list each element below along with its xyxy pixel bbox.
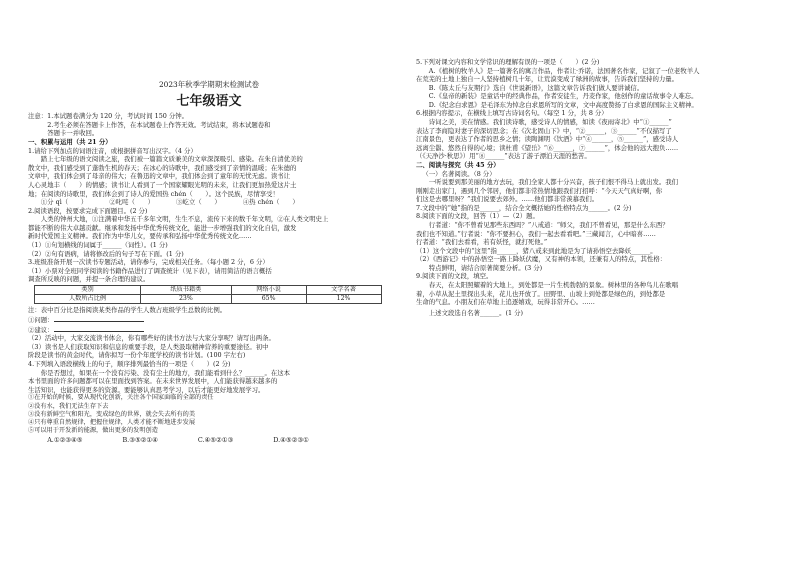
passage-line: 生活知识，也能获得更多的资源。要能够认真思考学习，以后才能更好地发展学习。 [28, 385, 265, 394]
passage-line: 诗词之美，美在情感。我们读诗歌，感受诗人的情感，如读《夜雨寄北》中“①______” [428, 118, 672, 127]
table-header: 纸质书籍类 [141, 285, 232, 294]
question-9-stem: 9.阅读下面的文段，填空。 [416, 272, 493, 281]
subject-title: 七年级语文 [176, 93, 242, 109]
option-line: A.《植树的牧羊人》是一篇著名的寓言作品，作者让·乔诺，法国著名作家，记叙了一位老牧羊人 [428, 66, 700, 75]
sub-question: （2）《西游记》中的孙悟空一路上降妖伏魔，又有神的本领，还兼有人的特点，其性格： [416, 255, 667, 264]
option-line: D.《纪念白求恩》是毛泽东为悼念白求恩所写的文章，文中高度赞扬了白求恩的国际主义精神。 [428, 100, 698, 109]
note-line: 答题卡一并收回。 [47, 129, 99, 138]
passage-line: 都能不断的伟大卓越贡献。继承和发扬中华优秀传统文化，能进一步增强我们的文化自信，激发 [28, 223, 297, 232]
passage-line: 江南景色，更表达了作者的思乡之情；读陶渊明《饮酒》中“④______，⑤______”，感受诗人 [416, 135, 679, 144]
passage-line: 远离尘嚣、悠然自得的心境；读杜甫《望岳》“⑥______，⑦______”，体会他的远大抱负…… [416, 143, 679, 152]
passage-line: 生命的气息。小朋友们在草地上追逐嬉戏，玩得非常开心。…… [416, 298, 595, 307]
blank-item: ②叱咤（ ） [109, 198, 155, 207]
passage-line: 表达了李商隐对妻子的深切思念；在《次北固山下》中，“②______，③______”不仅描写了 [416, 126, 672, 135]
passage-line: 散文中，我们感受到了蓬勃生机的春天；在冰心的诗歌中，我们感受到了亲情的温暖；在朱德的 [28, 163, 297, 172]
question-8-stem: 8.阅读下面的文段，回答（1）—（2）题。 [416, 212, 539, 221]
exam-term-title: 2023年秋季学期期末检测试卷 [158, 80, 260, 89]
subsection-heading: （一）名著阅读。（8 分） [422, 169, 496, 178]
blank-item: ③屹立（ ） [176, 198, 221, 207]
table-cell: 12% [306, 295, 381, 304]
option-line: ⑤可以用于开发新的能源，做出更多的发明创造 [28, 427, 158, 435]
passage-line: 人类的钟州大地，①注满着中华五千多年文明，生生不息，流传下来的数千年文明，②在人类文明史上 [40, 215, 329, 224]
passage-line: 本书里面的许多问题都可以在里面找到答案。在未来世界发展中，人们能获得越来越多的 [28, 377, 278, 386]
table-row [35, 295, 382, 304]
question-6-stem: 6.根据内容提示，在横线上填写古诗词名句。（每空 1 分，共 8 分） [416, 109, 608, 118]
blank-item: ④热 chén（ ） [242, 198, 299, 207]
left-column [28, 0, 390, 444]
note-line: 注意：1.本试题卷满分为 120 分，考试时间 150 分钟。 [28, 112, 189, 121]
note-line: 2.考生必须在答题卡上作答，在本试题卷上作答无效。考试结束，将本试题卷和 [47, 120, 271, 129]
passage-line: 们这是去哪里呀？”我们说要去郊外。……他们都非常羡慕我们。 [416, 195, 599, 204]
passage-line: 踏上七年级的语文阅读之旅，我们被一篇篇文质兼美的文章深深吸引、感染。在朱自清优美的 [40, 155, 303, 164]
answer-label: ②建议： [28, 325, 54, 334]
answer-line [28, 315, 390, 325]
passage-line: 刚刚走出家门，遇到几个邻居，他们都非常热情地跟我们打招呼：“今天天气真好啊，你 [416, 186, 663, 195]
question-5-stem: 5.下列对课文内容和文学常识的理解有误的一项是（ ）(2 分) [416, 58, 600, 66]
sub-question: （1）小票对全班同学阅读的书籍作品进行了调查统计（见下表），请用简洁的语言概括 [28, 266, 272, 275]
option-line: ④只有尊重自然规律，把握住规律，人类才能不断地进步发展 [28, 419, 196, 427]
option-line: ②没有水，我们无法生存下去 [28, 402, 109, 410]
passage-line: 着，小草从泥土里探出头来，花儿也开放了。田野里、山坡上到处都是绿色的，到处都是 [416, 289, 666, 298]
choice-a[interactable]: A.①②③④⑤ [47, 435, 83, 444]
choice-b[interactable]: B.③⑤②①④ [122, 435, 158, 444]
option-line: B.《陈太丘与友期行》选自《世说新语》，这篇文章告诉我们做人要讲诚信。 [428, 83, 644, 92]
table-row-label: 人数所占比例 [35, 295, 141, 304]
option-line: ①在开始的时候，要从现代化创新，关注各个国家面临的全部的责任 [28, 394, 214, 402]
answer-label: ①问题： [28, 316, 54, 325]
section-heading: 二、阅读与探究（共 45 分） [416, 160, 500, 169]
passage-line: 地；在阅读的诗歌里，我们体会到了诗人的爱国热 chén（ ）。这个民族，尽情享受！ [28, 189, 279, 198]
blank-item: ①分 qì（ ） [40, 198, 88, 207]
table-header: 文学名著 [306, 285, 381, 294]
passage-line: 你是否想过，如果在一个没有污染、没有尘土的地方，我们能看到什么？______。在这本 [40, 368, 291, 377]
choice-d[interactable]: D.④⑤②③① [273, 435, 309, 444]
sub-question: （3）读书是人们获取知识和信息的重要手段，是人类汲取精神营养的重要途径。初中 [28, 342, 269, 351]
passage-line: 人心灵地丰（ ）的情感；读书让人看到了一个国家耀眼光明的未来，让我们更加热爱这片土 [28, 180, 297, 189]
table-header: 类别 [35, 285, 141, 294]
answer-blank[interactable] [54, 325, 144, 332]
survey-table [34, 285, 382, 305]
table-header: 网络小说 [231, 285, 306, 294]
option-line: 在荒芜的土地上独自一人坚持植树几十年，让荒漠变成了绿洲的故事，告诉我们坚持的力量。 [416, 75, 679, 84]
question-1-stem: 1.请给下列加点的词语注音，或根据拼音写出汉字。（4 分） [28, 146, 197, 155]
question-4-stem: 4.下列填入语段横线上的句子，顺序排列最恰当的一项是（ ）(2 分) [28, 359, 231, 368]
sub-question: 调查所反映的问题，并提一条合理的建议。 [28, 275, 150, 284]
question-9-answer: 上述文段选自名著______。(1 分) [428, 308, 523, 317]
sub-question: 特点鲜明，请结合原著简要分析。(3 分) [428, 263, 543, 272]
table-note: 注：表中百分比是指阅读某类作品的学生人数占班级学生总数的比例。 [28, 306, 227, 315]
answer-blank[interactable] [54, 315, 144, 322]
question-1-blanks [41, 198, 390, 207]
passage-line: 文章中，我们体会到了母亲的伟大；在鲁迅的文章中，我们体会到了童年的无忧无虑。读书让 [28, 172, 291, 181]
answer-line [28, 325, 390, 335]
passage-line: 一听说要到那美丽的地方去玩，我们全家人都十分兴奋，孩子们恨不得马上就出发。我们 [428, 178, 679, 187]
option-line: C.《皇帝的新装》是童话中的经典作品，作者安徒生，丹麦作家，他创作的童话故事令人难忘。 [428, 92, 698, 101]
question-2-stem: 2.阅读语段，按要求完成下面题目。(2 分) [28, 206, 148, 215]
question-3-stem: 3.班级准备开展一次读书专题活动，请你参与，完成相关任务。（每小题 2 分，6 分） [28, 258, 269, 267]
table-cell: 23% [141, 295, 232, 304]
sub-question: （2）②句有语病，请将修改后的句子写在下面。(1 分) [28, 249, 184, 258]
passage-line: （《天净沙·秋思》）用“⑧______”表达了游子漂泊天涯的愁苦。 [416, 152, 591, 161]
option-line: ③没有新鲜空气和阳光，变成绿色的世界，就会失去所有的美 [28, 410, 196, 418]
passage-line: 我们也不知道。”行者说：“你不要担心，我们一起去看看吧。”三藏闻言，心中暗喜…… [416, 229, 656, 238]
question-4-choices [47, 436, 390, 445]
sub-question: （2）活动中，大家交流读书体会，你有哪些好的读书方法与大家分享呢？请写出两条。 [28, 334, 275, 343]
passage-line: 新时代爱国主义精神。我们作为中华儿女，要传承和弘扬中华优秀传统文化…… [28, 232, 252, 241]
passage-line: 行者道：“你不曾看见那些东西吗？”八戒道：“师父，我们不曾看见，那是什么东西？ [428, 220, 669, 229]
right-column [416, 58, 772, 317]
choice-c[interactable]: C.④⑤②①③ [197, 435, 234, 444]
sub-question: 阶段是读书的黄金时代，请你拟写一份个年度学校的读书计划。(100 字左右) [28, 351, 246, 360]
section-heading: 一、积累与运用（共 21 分） [28, 138, 112, 147]
passage-line: 春天，在太阳照耀着的大地上，到处都是一片生机勃勃的景象。树林里的各种鸟儿在歌唱 [428, 281, 679, 290]
passage-line: 行者道：“我们去看看，若有妖怪，就打死他。” [416, 238, 548, 247]
question-7-stem: 7.文段中的“她”指的是______，结合全文概括她的性格特点为______。(2 分) [416, 203, 632, 212]
sub-question: （1）这个文段中的“这里”指______，猪八戒来到此地是为了请孙悟空去降妖______。 [416, 246, 657, 255]
sub-question: （1）①句划横线的词属于______（词性）。(1 分) [28, 241, 168, 249]
table-cell: 65% [231, 295, 306, 304]
table-header-row [35, 285, 382, 294]
